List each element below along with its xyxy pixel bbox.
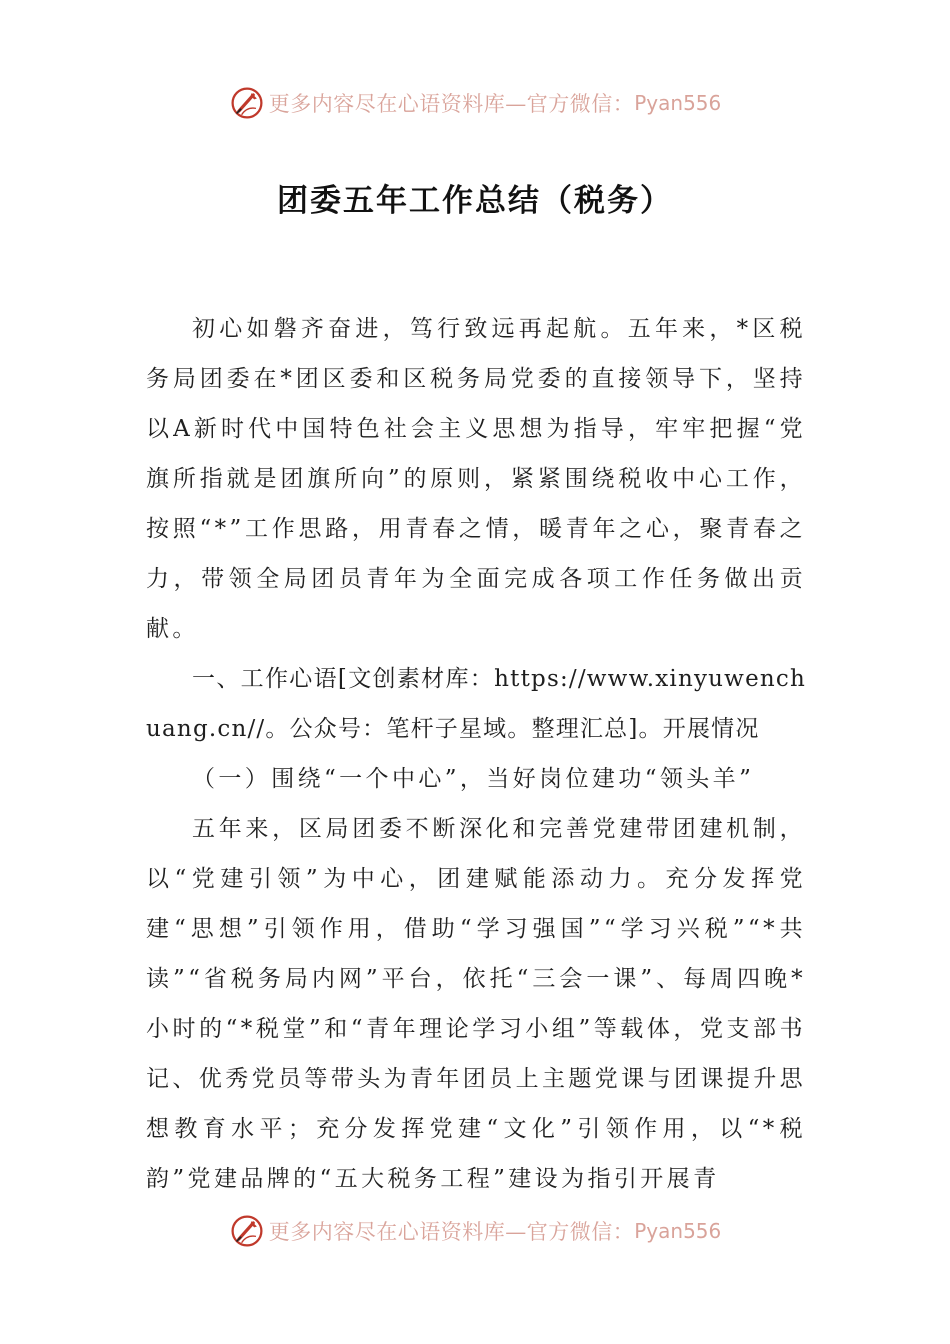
banner-text: 更多内容尽在心语资料库—官方微信： — [268, 1220, 635, 1244]
footer-watermark-banner — [0, 1208, 950, 1254]
body-paragraph: 五年来，区局团委不断深化和完善党建带团建机制，以“党建引领”为中心，团建赋能添动力。充分发挥党建“思想”引领作用，借助“学习强国”“学习兴税”“*共读”“省税务局内网”平台，依托“三会一课”、每周四晚*小时的“*税堂”和“青年理论学习小组”等载体，党支部书记、优秀党员等带头为青年团员上主题党课与团课提升思想教育水平；充分发挥党建“文化”引领作用，以“*税韵”党建品牌的“五大税务工程”建设为指引开展青 — [146, 816, 806, 1192]
banner-wechat-id: Pyan556 — [634, 1219, 722, 1243]
pen-logo-icon — [229, 85, 265, 121]
document-title: 团委五年工作总结（税务） — [277, 183, 673, 219]
intro-paragraph: 初心如磐齐奋进，笃行致远再起航。五年来，*区税务局团委在*团区委和区税务局党委的直接领导下，坚持以A新时代中国特色社会主义思想为指导，牢牢把握“党旗所指就是团旗所向”的原则，紧紧围绕税收中心工作，按照“*”工作思路，用青春之情，暖青年之心，聚青春之力，带领全局团员青年为全面完成各项工作任务做出贡献。 — [146, 316, 806, 642]
section-heading: 一、工作心语[文创素材库：https://www.xinyuwenchuang.cn//。公众号：笔杆子星域。整理汇总]。开展情况 — [146, 666, 806, 742]
pen-logo-icon — [229, 1213, 265, 1249]
document-body — [146, 304, 806, 1204]
banner-text: 更多内容尽在心语资料库—官方微信： — [268, 92, 635, 116]
subsection-heading: （一）围绕“一个中心”，当好岗位建功“领头羊” — [192, 766, 755, 792]
banner-wechat-id: Pyan556 — [634, 91, 722, 115]
header-watermark-banner — [0, 80, 950, 126]
